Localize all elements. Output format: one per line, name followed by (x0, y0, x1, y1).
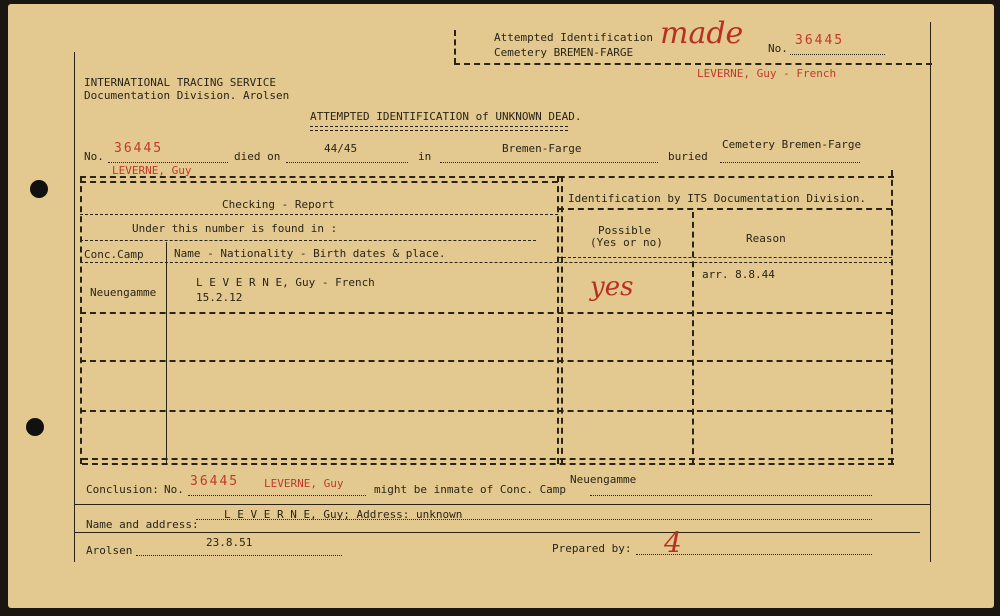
org-line-2: Documentation Division. Arolsen (84, 89, 290, 102)
in-label: in (418, 150, 432, 163)
under-header-rule (80, 240, 536, 241)
conclusion-name: LEVERNE, Guy (264, 477, 344, 490)
punch-hole-bottom (26, 418, 44, 436)
in-dots (440, 162, 658, 163)
header-name-note: LEVERNE, Guy - French (697, 67, 837, 80)
ident-header: Identification by ITS Documentation Division. (568, 192, 867, 205)
title-underline-1 (310, 126, 568, 127)
died-value: 44/45 (324, 142, 358, 155)
table-center-divider-2 (561, 176, 563, 464)
died-label: died on (234, 150, 281, 163)
header-cemetery: Cemetery BREMEN-FARGE (494, 46, 634, 59)
row-birth: 15.2.12 (196, 291, 243, 304)
checking-header-rule (80, 214, 558, 215)
row-rule-3 (80, 410, 892, 412)
address-rule (74, 532, 920, 533)
header-box-bottom (454, 63, 932, 65)
right-margin-rule (930, 22, 931, 562)
conclusion-no-value: 36445 (190, 474, 240, 489)
table-top-border (80, 176, 894, 178)
header-no-value: 36445 (795, 33, 845, 48)
row-camp: Neuengamme (90, 286, 157, 299)
in-value: Bremen-Farge (502, 142, 582, 155)
col-possible-sub: (Yes or no) (590, 236, 663, 249)
title-underline-2 (310, 130, 568, 131)
row-name: L E V E R N E, Guy - French (196, 276, 375, 289)
document-title: ATTEMPTED IDENTIFICATION of UNKNOWN DEAD. (310, 110, 582, 123)
died-dots (286, 162, 408, 163)
row-reason: arr. 8.8.44 (702, 268, 775, 281)
buried-label: buried (668, 150, 708, 163)
conclusion-camp-dots (590, 495, 872, 496)
table-right-border (891, 170, 893, 464)
table-bottom-border (82, 458, 894, 460)
row-possible: yes (590, 272, 634, 302)
row-rule-1 (80, 312, 892, 314)
footer-place-dots (136, 555, 342, 556)
org-line-1: INTERNATIONAL TRACING SERVICE (84, 76, 277, 89)
punch-hole-top (30, 180, 48, 198)
col-camp-header: Conc.Camp (84, 248, 144, 261)
header-box-left (454, 30, 456, 64)
record-name-note: LEVERNE, Guy (112, 164, 192, 177)
conclusion-label: Conclusion: (86, 483, 159, 496)
row-rule-2 (80, 360, 892, 362)
conclusion-camp: Neuengamme (570, 473, 637, 486)
footer-date: 23.8.51 (206, 536, 253, 549)
header-handwriting: made (660, 16, 744, 51)
conclusion-no-dots (188, 495, 366, 496)
left-margin-rule (74, 52, 75, 562)
header-no-label: No. (768, 42, 788, 55)
record-no-value: 36445 (114, 141, 164, 156)
conclusion-text: might be inmate of Conc. Camp (374, 483, 567, 496)
ident-header-rule (558, 208, 892, 210)
record-no-dots (108, 162, 228, 163)
col-possible-header: Possible (598, 224, 651, 237)
col-name-header: Name - Nationality - Birth dates & place. (174, 247, 446, 260)
col-header-rule-2 (558, 257, 892, 258)
table-bottom-border-2 (82, 463, 894, 465)
buried-value: Cemetery Bremen-Farge (722, 138, 862, 151)
table-left-border (80, 176, 82, 464)
address-label: Name and address: (86, 518, 199, 531)
under-header: Under this number is found in : (132, 222, 338, 235)
col-camp-divider (166, 242, 167, 464)
record-no-label: No. (84, 150, 104, 163)
footer-place: Arolsen (86, 544, 133, 557)
col-reason-header: Reason (746, 232, 786, 245)
address-value: L E V E R N E, Guy; Address: unknown (224, 508, 463, 521)
table-center-divider (557, 176, 559, 464)
conclusion-no-label: No. (164, 483, 184, 496)
header-no-dots (790, 54, 885, 55)
prepared-label: Prepared by: (552, 542, 632, 555)
prepared-signature: 4 (664, 526, 682, 559)
conclusion-rule (74, 504, 930, 505)
table-top-border-2 (80, 181, 558, 183)
checking-header: Checking - Report (222, 198, 335, 211)
col-possible-divider (692, 212, 694, 464)
col-header-rule (80, 262, 892, 263)
header-title: Attempted Identification (494, 31, 653, 44)
buried-dots (720, 162, 860, 163)
